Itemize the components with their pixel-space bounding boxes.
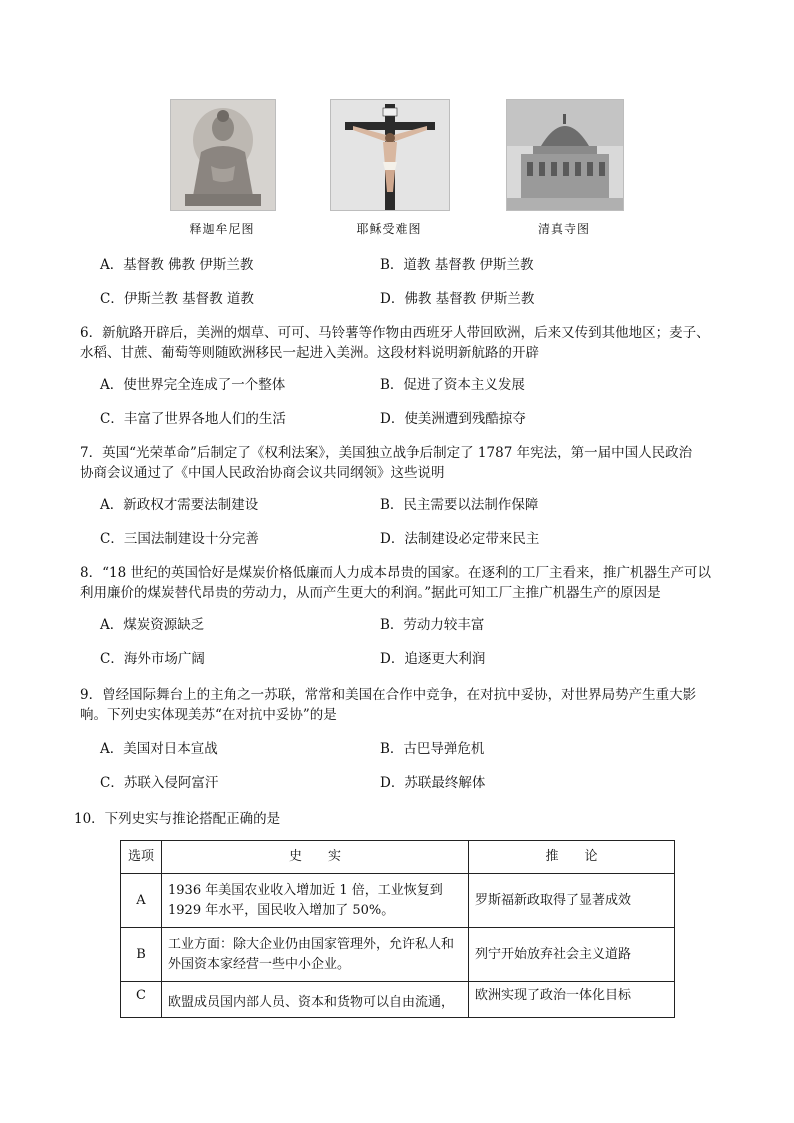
table-header: 推 论: [469, 841, 675, 874]
table-row: [121, 928, 675, 982]
mosque-image: [506, 99, 624, 211]
q6-stem: 6．新航路开辟后，美洲的烟草、可可、马铃薯等作物由西班牙人带回欧洲，后来又传到其他地区；麦子、: [80, 325, 710, 341]
q7-stem-cont: 协商会议通过了《中国人民政治协商会议共同纲领》这些说明: [80, 465, 445, 481]
q9-stem-cont: 响。下列史实体现美苏“在对抗中妥协”的是: [80, 707, 337, 723]
q8-option-b: B．劳动力较丰富: [380, 617, 485, 633]
crucifix-icon: [331, 100, 449, 210]
q8-stem: 8．“18 世纪的英国恰好是煤炭价格低廉而人力成本昂贵的国家。在逐利的工厂主看来，推广机器生产可以: [80, 565, 711, 581]
image-caption: 清真寺图: [537, 222, 590, 236]
q10-table: [120, 840, 675, 1018]
q9-option-d: D．苏联最终解体: [380, 775, 486, 791]
table-cell-inference: 列宁开始放弃社会主义道路: [469, 928, 675, 982]
table-header: 史 实: [162, 841, 469, 874]
q10-stem: 10．下列史实与推论搭配正确的是: [74, 811, 281, 827]
dome-mosque-icon: [507, 100, 623, 210]
q8-option-d: D．追逐更大利润: [380, 651, 486, 667]
buddha-image: [170, 99, 276, 211]
q9-stem: 9．曾经国际舞台上的主角之一苏联，常常和美国在合作中竞争，在对抗中妥协，对世界局势产生重大影: [80, 687, 697, 703]
q7-option-d: D．法制建设必定带来民主: [380, 531, 540, 547]
table-cell-inference: 罗斯福新政取得了显著成效: [469, 874, 675, 928]
q8-option-a: A．煤炭资源缺乏: [100, 617, 205, 633]
q6-option-d: D．使美洲遭到残酷掠夺: [380, 411, 526, 427]
q6-option-c: C．丰富了世界各地人们的生活: [100, 411, 286, 427]
q9-option-b: B．古巴导弹危机: [380, 741, 485, 757]
q7-option-b: B．民主需要以法制作保障: [380, 497, 539, 513]
q8-option-c: C．海外市场广阔: [100, 651, 205, 667]
table-cell-option: A: [121, 874, 162, 928]
q7-option-a: A．新政权才需要法制建设: [100, 497, 259, 513]
table-cell-option: B: [121, 928, 162, 982]
table-cell-fact: 欧盟成员国内部人员、资本和货物可以自由流通，: [162, 982, 469, 1018]
q7-stem: 7．英国“光荣革命”后制定了《权利法案》，美国独立战争后制定了 1787 年宪法，第一届中国人民政治: [80, 445, 693, 461]
table-header-row: [121, 841, 675, 874]
table-header: 选项: [121, 841, 162, 874]
q5-option-d: D．佛教 基督教 伊斯兰教: [380, 291, 535, 307]
table-cell-fact: 1936 年美国农业收入增加近 1 倍，工业恢复到 1929 年水平，国民收入增加了 50%。: [162, 874, 469, 928]
q5-option-a: A．基督教 佛教 伊斯兰教: [100, 257, 254, 273]
crucifix-image: [330, 99, 450, 211]
q6-stem-cont: 水稻、甘蔗、葡萄等则随欧洲移民一起进入美洲。这段材料说明新航路的开辟: [80, 345, 539, 361]
table-row: [121, 982, 675, 1018]
image-caption: 耶稣受难图: [356, 222, 422, 236]
table-cell-option: C: [121, 982, 162, 1018]
table-cell-fact: 工业方面：除大企业仍由国家管理外，允许私人和外国资本家经营一些中小企业。: [162, 928, 469, 982]
image-caption: 释迦牟尼图: [189, 222, 255, 236]
q5-option-b: B．道教 基督教 伊斯兰教: [380, 257, 534, 273]
q8-stem-cont: 利用廉价的煤炭替代昂贵的劳动力，从而产生更大的利润。”据此可知工厂主推广机器生产的原因是: [80, 585, 661, 601]
table-cell-inference: 欧洲实现了政治一体化目标: [469, 982, 675, 1018]
q9-option-c: C．苏联入侵阿富汗: [100, 775, 219, 791]
table-row: [121, 874, 675, 928]
q7-option-c: C．三国法制建设十分完善: [100, 531, 259, 547]
q9-option-a: A．美国对日本宣战: [100, 741, 218, 757]
q5-option-c: C．伊斯兰教 基督教 道教: [100, 291, 254, 307]
q6-option-b: B．促进了资本主义发展: [380, 377, 525, 393]
buddha-statue-icon: [171, 100, 275, 210]
q6-option-a: A．使世界完全连成了一个整体: [100, 377, 286, 393]
